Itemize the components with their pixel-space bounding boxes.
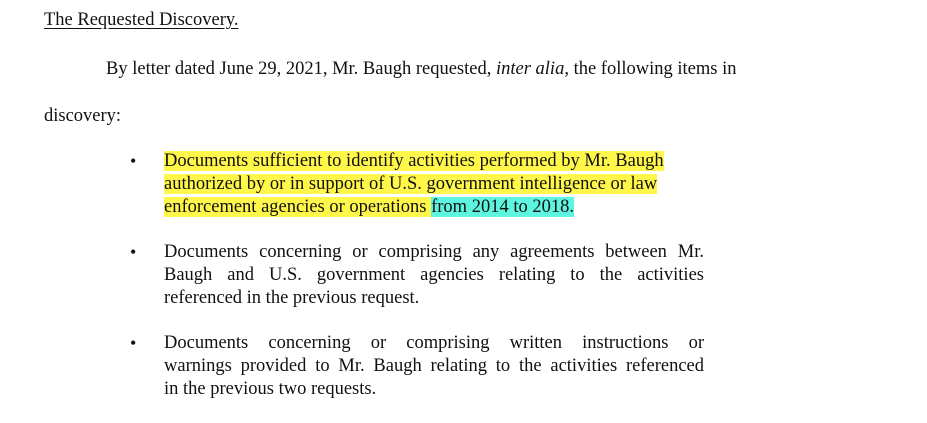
bullet-marker: • <box>130 333 137 353</box>
bullet-marker: • <box>130 151 137 171</box>
list-item-text: Documents concerning or comprising any agreements between Mr. Baugh and U.S. government agencies relating to the activities referenced in the previous request. <box>164 242 704 308</box>
bullet-marker: • <box>130 242 137 262</box>
intro-text-end: , the following items in <box>564 59 737 79</box>
list-item-text <box>164 150 704 219</box>
list-item-text: Documents concerning or comprising written instructions or warnings provided to Mr. Baugh relating to the activities referenced in the previous two requests. <box>164 333 704 399</box>
highlighted-text: authorized by or in support of U.S. government intelligence or law <box>164 174 658 194</box>
highlighted-text-cyan: from 2014 to 2018. <box>431 197 574 217</box>
intro-text-italic: inter alia <box>495 59 565 79</box>
intro-text-start: By letter dated June 29, 2021, Mr. Baugh requested, <box>106 59 496 79</box>
intro-paragraph-line-1 <box>106 59 736 80</box>
highlighted-text: enforcement agencies or operations <box>164 197 427 217</box>
intro-paragraph-line-2: discovery: <box>44 106 122 126</box>
section-heading: The Requested Discovery. <box>44 10 239 30</box>
highlighted-text: Documents sufficient to identify activities performed by Mr. Baugh <box>164 151 664 171</box>
